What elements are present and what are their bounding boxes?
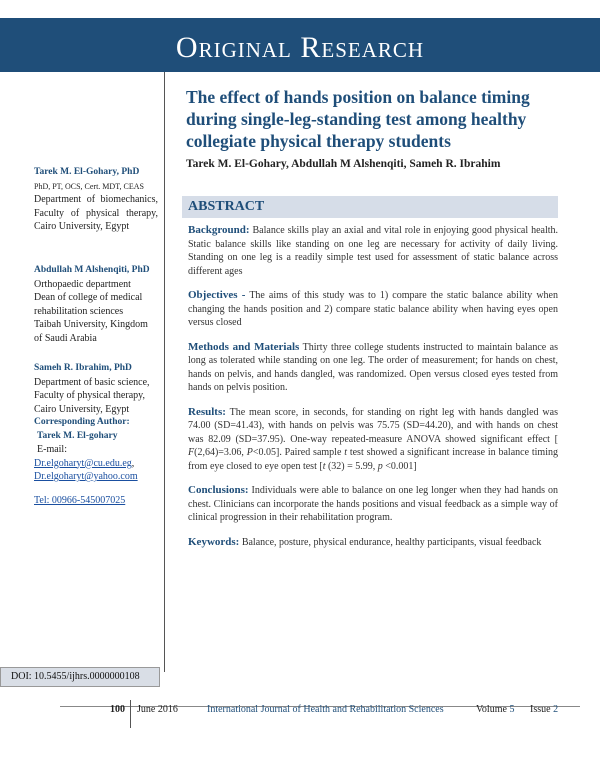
objectives-paragraph [188, 289, 558, 330]
results-text-5: (32) = 5.99, [325, 460, 378, 472]
results-text-2: (2,64)=3.06, [194, 447, 247, 458]
author2-affiliation-line1: Orthopaedic department [34, 278, 131, 290]
author3-affiliation: Department of basic science, Faculty of physical therapy, Cairo University, Egypt [34, 376, 150, 415]
abstract-section [182, 196, 558, 549]
corresponding-name: Tarek M. El-gohary [37, 430, 118, 441]
author2-affiliation-line2: Dean of college of medical rehabilitation sciences [34, 292, 143, 317]
results-text-6: <0.001] [382, 460, 417, 472]
results-t: t [344, 447, 347, 458]
section-banner [0, 18, 600, 72]
results-paragraph [188, 406, 558, 474]
email-separator: , [131, 457, 135, 469]
author2-name: Abdullah M Alshenqiti, PhD [34, 265, 150, 275]
keywords-paragraph [188, 536, 558, 550]
methods-label: Methods and Materials [188, 340, 300, 353]
banner-title: Original Research [175, 31, 425, 64]
author3-block [34, 362, 158, 416]
background-label: Background: [188, 224, 250, 236]
volume-info [476, 704, 514, 715]
corresponding-author-block [34, 416, 158, 507]
methods-paragraph [188, 341, 558, 395]
issue-label: Issue [530, 704, 551, 715]
email-label: E-mail: [37, 444, 67, 455]
volume-label: Volume [476, 704, 507, 715]
keywords-text: Balance, posture, physical endurance, healthy participants, visual feedback [241, 536, 542, 548]
results-p2: p [377, 460, 383, 472]
article-authors: Tarek M. El-Gohary, Abdullah M Alshenqiti, Sameh R. Ibrahim [186, 158, 501, 170]
methods-text: Thirty three college students instructed to maintain balance as long as tolerated while standing on one leg. The order of measurement; for hands on chest, hands on pelvis, and hands dangled, was randomized. Open versus closed eyes tested from hands on pelvis position. [188, 341, 558, 393]
phone-link[interactable]: Tel: 00966-545007025 [34, 494, 126, 506]
author1-credentials: PhD, PT, OCS, Cert. MDT, CEAS [34, 181, 144, 191]
footer-divider [130, 700, 131, 728]
issue-date: June 2016 [137, 704, 178, 715]
corresponding-heading: Corresponding Author: [34, 417, 130, 427]
conclusions-paragraph [188, 484, 558, 525]
doi-box: DOI: 10.5455/ijhrs.0000000108 [0, 667, 160, 687]
volume-number: 5 [509, 704, 515, 715]
background-text: Balance skills play an axial and vital role in enjoying good physical health. Static balance skills like standing on one leg are necessary for activity of daily living. Standing on one leg is a readily simple test used for assessment of static balance across different ages [188, 225, 559, 277]
column-divider [164, 72, 165, 672]
author2-block [34, 264, 158, 345]
page-number: 100 [110, 704, 125, 715]
conclusions-label: Conclusions: [188, 484, 249, 496]
email-link-1[interactable]: Dr.elgoharyt@cu.edu.eg [34, 457, 132, 469]
results-text-1: The mean score, in seconds, for standing on right leg with hands dangled was 74.00 (SD=41.43), with hands on pelvis was 75.75 (SD=44.20), and with hands on chest was 82.09 (SD=37.95). One-way repeated-measure ANOVA showed significant effect [ [188, 406, 558, 445]
results-text-4: test showed a significant increase in balance timing from eye closed to eye open test [ [188, 447, 558, 472]
background-paragraph [188, 224, 558, 278]
keywords-label: Keywords: [188, 535, 240, 548]
results-t2: t [322, 460, 326, 472]
conclusions-text: Individuals were able to balance on one leg longer when they had hands on chest. Clinicians can incorporate the hands positions and visual feedback as a simple way of clinical progression in their rehabilitation program. [188, 485, 558, 523]
email-link-2[interactable]: Dr.elgoharyt@yahoo.com [34, 471, 138, 482]
article-title: The effect of hands position on balance timing during single-leg-standing test among healthy collegiate physical therapy students [186, 87, 530, 151]
issue-info [530, 704, 558, 715]
abstract-heading: ABSTRACT [182, 196, 558, 218]
author1-block [34, 166, 158, 234]
journal-name: International Journal of Health and Rehabilitation Sciences [207, 704, 444, 715]
results-P: P [246, 447, 253, 458]
objectives-label: Objectives - [188, 289, 246, 301]
objectives-text: The aims of this study was to 1) compare the static balance ability when changing the hands position and 2) compare static balance ability when having eyes open versus closed [188, 290, 558, 328]
author2-affiliation-line3: Taibah University, Kingdom of Saudi Arabia [34, 319, 148, 344]
author3-name: Sameh R. Ibrahim, PhD [34, 363, 132, 373]
author1-name: Tarek M. El-Gohary, PhD [34, 167, 140, 177]
issue-number: 2 [553, 704, 559, 715]
results-F: F [188, 447, 195, 458]
results-label: Results: [188, 405, 226, 418]
author1-affiliation: Department of biomechanics, Faculty of physical therapy, Cairo University, Egypt [34, 194, 158, 232]
results-text-3: <0.05]. Paired sample [252, 447, 345, 458]
